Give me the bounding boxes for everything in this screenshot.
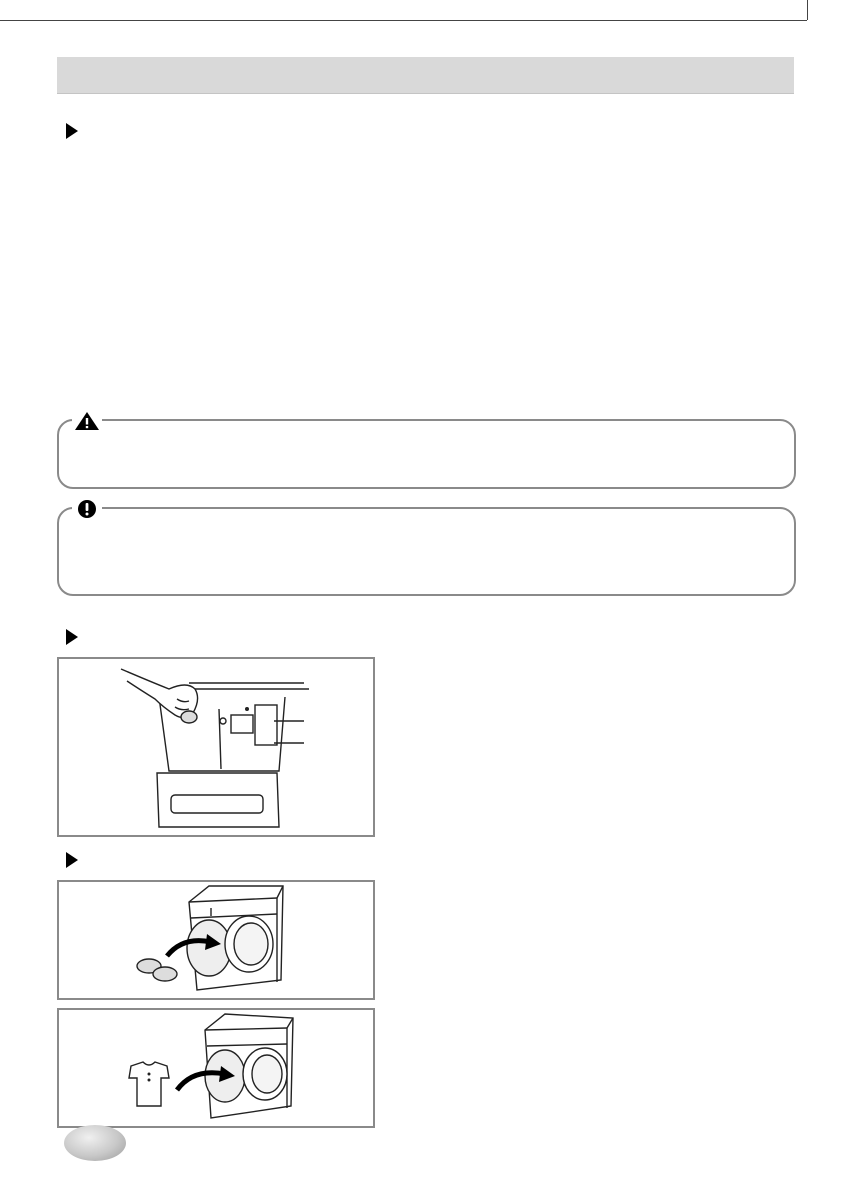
warning-label-rule: [248, 419, 768, 421]
page-number-badge: [64, 1125, 126, 1161]
note-icon-holder: [72, 498, 102, 520]
section-marker-icon: [66, 629, 78, 645]
header-tick: [807, 0, 808, 20]
warning-triangle-icon: [72, 410, 102, 432]
note-label-rule: [240, 507, 770, 509]
section-marker-icon: [66, 852, 78, 868]
figure-garment-into-drum: [57, 1008, 375, 1128]
garment-drum-illustration: [59, 1010, 373, 1126]
note-box: [57, 507, 796, 596]
warning-box: [57, 419, 796, 489]
warning-icon-holder: [72, 410, 102, 432]
figure-detergent-drawer: [57, 657, 375, 837]
detergent-drawer-illustration: [59, 659, 373, 835]
header-rule: [0, 20, 807, 21]
section-marker-icon: [66, 123, 78, 139]
figure-tablets-into-drum: [57, 880, 375, 1000]
exclamation-circle-icon: [72, 498, 102, 520]
section-title-bar: [57, 57, 794, 94]
tablets-drum-illustration: [59, 882, 373, 998]
